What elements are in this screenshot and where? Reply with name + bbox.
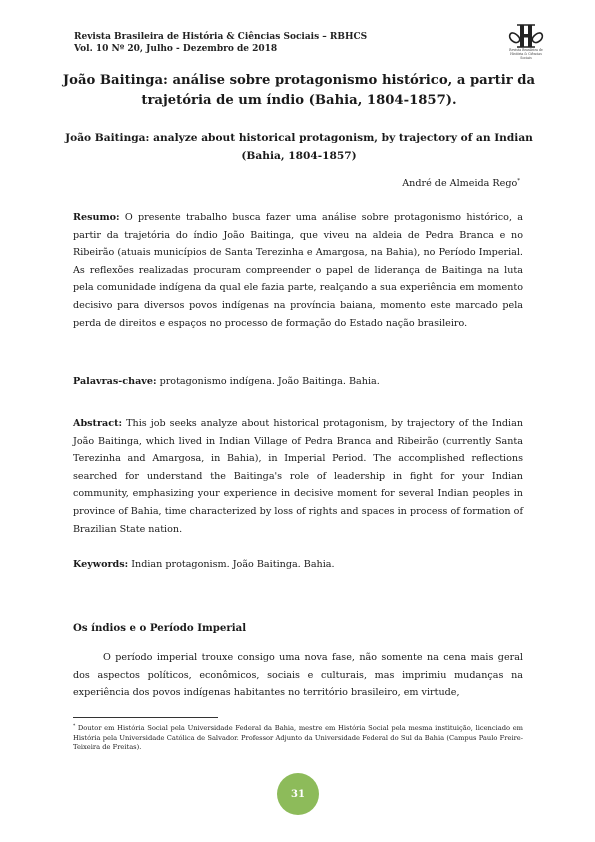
- abstract-label: Abstract:: [73, 418, 123, 429]
- author-note-mark: *: [517, 178, 520, 184]
- journal-name: Revista Brasileira de História & Ciências Sociais – RBHCS: [74, 32, 368, 42]
- journal-volume: Vol. 10 Nº 20, Julho - Dezembro de 2018: [74, 43, 278, 54]
- footnote-mark: *: [73, 724, 76, 729]
- journal-logo: [504, 22, 548, 64]
- abstract-paragraph: [73, 415, 523, 538]
- resumo-label: Resumo:: [73, 212, 120, 223]
- title-english: João Baitinga: analyze about historical protagonism, by trajectory of an Indian (Bahia, 1804-1857): [65, 132, 533, 162]
- abstract-text: This job seeks analyze about historical protagonism, by trajectory of the Indian João Baitinga, which lived in Indian Village of Pedra Branca and Ribeirão (currently Santa Terezinha and Amargosa, in Bahia), in Imperial Period. The accomplished reflections searched for understand the Baitinga's role of leadership in fight for your Indian community, emphasizing your experience in decisive moment for several Indian peoples in province of Bahia, time characterized by loss of rights and spaces in process of formation of Brazilian State nation.: [73, 418, 523, 535]
- title-portuguese: João Baitinga: análise sobre protagonismo histórico, a partir da trajetória de um índio (Bahia, 1804-1857).: [62, 73, 536, 108]
- journal-logo-text: Revista Brasileira de História & Ciências Sociais: [509, 48, 543, 60]
- body-paragraph: O período imperial trouxe consigo uma nova fase, não somente na cena mais geral dos aspectos políticos, econômicos, sociais e culturais, mas imprimiu mudanças na experiência dos povos indígenas habitantes no território brasileiro, em virtude,: [73, 652, 523, 699]
- palavras-chave-label: Palavras-chave:: [73, 376, 157, 387]
- author-name: André de Almeida Rego: [402, 178, 518, 190]
- palavras-chave-line: [73, 373, 523, 391]
- keywords-label: Keywords:: [73, 559, 129, 570]
- page-number-badge: [277, 773, 319, 815]
- footnote: [73, 722, 523, 752]
- footnote-text: Doutor em História Social pela Universidade Federal da Bahia, mestre em História Social pela mesma instituição, licenciado em História pela Universidade Católica de Salvador. Professor Adjunto da Universidade Federal do Sul da Bahia (Campus Paulo Freire-Teixeira de Freitas).: [73, 724, 523, 751]
- resumo-paragraph: [73, 209, 523, 332]
- footnote-divider: [73, 717, 218, 718]
- keywords-line: [73, 556, 523, 574]
- page-number: 31: [291, 788, 305, 800]
- running-header: [74, 32, 367, 55]
- section-heading: Os índios e o Período Imperial: [73, 622, 247, 634]
- palavras-chave-text: protagonismo indígena. João Baitinga. Bahia.: [156, 376, 380, 387]
- author: [402, 178, 520, 189]
- resumo-text: O presente trabalho busca fazer uma análise sobre protagonismo histórico, a partir da trajetória do índio João Baitinga, que viveu na aldeia de Pedra Branca e no Ribeirão (atuais municípios de Santa Terezinha e Amargosa, na Bahia), no Período Imperial. As reflexões realizadas procuram compreender o papel de liderança de Baitinga na luta pela comunidade indígena da qual ele fazia parte, realçando a sua experiência em momento decisivo para diversos povos indígenas na província baiana, momento este marcado pela perda de direitos e espaços no processo de formação do Estado nação brasileiro.: [73, 212, 523, 329]
- journal-logo-icon: [504, 22, 548, 50]
- keywords-text: Indian protagonism. João Baitinga. Bahia.: [128, 559, 335, 570]
